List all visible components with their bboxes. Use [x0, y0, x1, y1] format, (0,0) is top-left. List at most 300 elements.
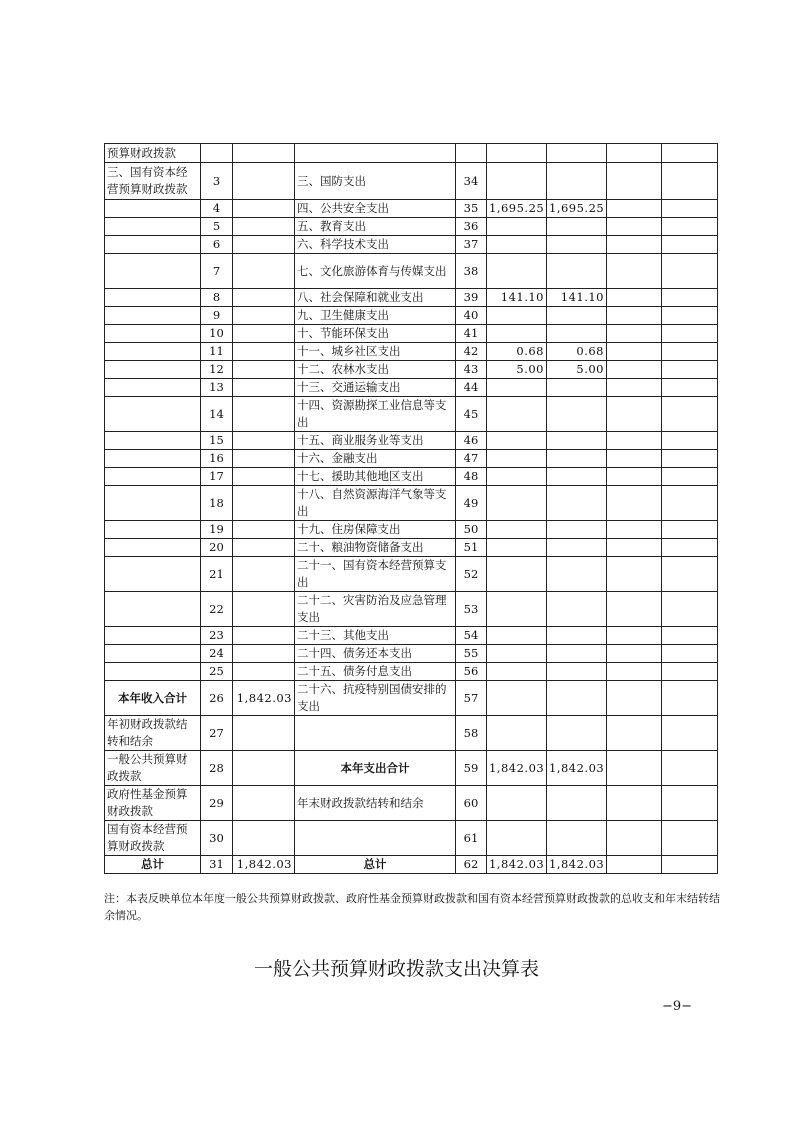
expense-amount-3: [607, 751, 662, 786]
income-amount-cell: 1,842.03: [233, 681, 295, 716]
expense-amount-2: [547, 468, 607, 486]
expense-item-cell: 总计: [295, 856, 456, 874]
income-row-number: 27: [201, 716, 233, 751]
table-row: [105, 236, 718, 254]
expense-amount-1: 5.00: [487, 361, 547, 379]
expense-amount-2: [547, 254, 607, 289]
fiscal-appropriation-table: [104, 143, 718, 874]
income-item-cell: [105, 325, 201, 343]
expense-amount-1: [487, 539, 547, 557]
expense-row-number: 61: [456, 821, 487, 856]
income-item-cell: [105, 397, 201, 432]
income-item-cell: [105, 468, 201, 486]
expense-item-cell: 十九、住房保障支出: [295, 521, 456, 539]
table-row: [105, 856, 718, 874]
expense-row-number: 47: [456, 450, 487, 468]
expense-row-number: 41: [456, 325, 487, 343]
expense-item-cell: 十二、农林水支出: [295, 361, 456, 379]
expense-amount-1: [487, 627, 547, 645]
expense-amount-1: [487, 450, 547, 468]
expense-amount-4: [662, 397, 718, 432]
income-item-cell: [105, 289, 201, 307]
income-item-cell: [105, 361, 201, 379]
expense-amount-2: [547, 163, 607, 200]
expense-row-number: 55: [456, 645, 487, 663]
expense-amount-3: [607, 539, 662, 557]
income-amount-cell: [233, 663, 295, 681]
income-item-cell: 三、国有资本经营预算财政拨款: [105, 163, 201, 200]
expense-amount-4: [662, 681, 718, 716]
expense-amount-2: 1,695.25: [547, 200, 607, 218]
expense-row-number: 44: [456, 379, 487, 397]
expense-amount-4: [662, 627, 718, 645]
income-item-cell: [105, 539, 201, 557]
expense-amount-4: [662, 379, 718, 397]
expense-row-number: 37: [456, 236, 487, 254]
income-row-number: 30: [201, 821, 233, 856]
income-row-number: 20: [201, 539, 233, 557]
expense-row-number: 62: [456, 856, 487, 874]
expense-item-cell: 十六、金融支出: [295, 450, 456, 468]
expense-amount-3: [607, 450, 662, 468]
income-item-cell: [105, 663, 201, 681]
income-amount-cell: [233, 397, 295, 432]
expense-amount-3: [607, 236, 662, 254]
table-row: [105, 450, 718, 468]
expense-row-number: 39: [456, 289, 487, 307]
expense-amount-3: [607, 716, 662, 751]
expense-amount-4: [662, 663, 718, 681]
expense-amount-4: [662, 343, 718, 361]
expense-amount-2: 0.68: [547, 343, 607, 361]
income-amount-cell: [233, 751, 295, 786]
expense-amount-1: [487, 163, 547, 200]
income-item-cell: [105, 236, 201, 254]
expense-amount-3: [607, 325, 662, 343]
expense-amount-3: [607, 681, 662, 716]
expense-amount-3: [607, 856, 662, 874]
expense-row-number: 52: [456, 557, 487, 592]
expense-amount-3: [607, 663, 662, 681]
expense-amount-4: [662, 144, 718, 163]
income-row-number: 14: [201, 397, 233, 432]
expense-amount-3: [607, 343, 662, 361]
income-row-number: 24: [201, 645, 233, 663]
expense-item-cell: 四、公共安全支出: [295, 200, 456, 218]
expense-amount-1: [487, 379, 547, 397]
income-item-cell: [105, 450, 201, 468]
expense-amount-4: [662, 307, 718, 325]
expense-amount-2: 1,842.03: [547, 751, 607, 786]
expense-amount-4: [662, 432, 718, 450]
expense-amount-3: [607, 821, 662, 856]
expense-amount-3: [607, 645, 662, 663]
table-row: [105, 521, 718, 539]
table-row: [105, 716, 718, 751]
expense-item-cell: 十四、资源勘探工业信息等支出: [295, 397, 456, 432]
expense-amount-2: [547, 663, 607, 681]
table-row: [105, 627, 718, 645]
expense-amount-3: [607, 218, 662, 236]
income-amount-cell: 1,842.03: [233, 856, 295, 874]
income-row-number: 6: [201, 236, 233, 254]
expense-item-cell: 十、节能环保支出: [295, 325, 456, 343]
income-amount-cell: [233, 450, 295, 468]
table-row: [105, 681, 718, 716]
expense-row-number: 34: [456, 163, 487, 200]
expense-amount-4: [662, 521, 718, 539]
income-amount-cell: [233, 307, 295, 325]
expense-amount-1: [487, 397, 547, 432]
expense-amount-1: 1,842.03: [487, 856, 547, 874]
expense-item-cell: 十八、自然资源海洋气象等支出: [295, 486, 456, 521]
expense-item-cell: 二十六、抗疫特别国债安排的支出: [295, 681, 456, 716]
income-item-cell: [105, 627, 201, 645]
income-row-number: [201, 144, 233, 163]
expense-amount-4: [662, 645, 718, 663]
expense-amount-3: [607, 361, 662, 379]
income-amount-cell: [233, 645, 295, 663]
expense-item-cell: 九、卫生健康支出: [295, 307, 456, 325]
income-item-cell: [105, 592, 201, 627]
income-amount-cell: [233, 627, 295, 645]
expense-row-number: 57: [456, 681, 487, 716]
expense-row-number: 35: [456, 200, 487, 218]
income-row-number: 9: [201, 307, 233, 325]
expense-row-number: 48: [456, 468, 487, 486]
expense-amount-2: [547, 397, 607, 432]
income-item-cell: [105, 254, 201, 289]
expense-amount-4: [662, 751, 718, 786]
table-row: [105, 468, 718, 486]
income-row-number: 12: [201, 361, 233, 379]
expense-amount-4: [662, 289, 718, 307]
table-row: [105, 379, 718, 397]
expense-amount-1: [487, 254, 547, 289]
expense-amount-4: [662, 786, 718, 821]
income-amount-cell: [233, 343, 295, 361]
expense-amount-1: [487, 716, 547, 751]
income-amount-cell: [233, 539, 295, 557]
expense-item-cell: 二十二、灾害防治及应急管理支出: [295, 592, 456, 627]
expense-amount-1: [487, 236, 547, 254]
expense-row-number: 59: [456, 751, 487, 786]
expense-amount-2: [547, 716, 607, 751]
expense-amount-1: [487, 468, 547, 486]
expense-amount-2: [547, 627, 607, 645]
expense-row-number: 46: [456, 432, 487, 450]
income-row-number: 18: [201, 486, 233, 521]
income-amount-cell: [233, 521, 295, 539]
expense-item-cell: 二十一、国有资本经营预算支出: [295, 557, 456, 592]
expense-amount-3: [607, 432, 662, 450]
expense-amount-2: [547, 539, 607, 557]
expense-item-cell: [295, 144, 456, 163]
income-amount-cell: [233, 361, 295, 379]
expense-row-number: 53: [456, 592, 487, 627]
expense-amount-1: 1,842.03: [487, 751, 547, 786]
expense-amount-4: [662, 325, 718, 343]
expense-amount-2: [547, 325, 607, 343]
income-item-cell: 年初财政拨款结转和结余: [105, 716, 201, 751]
expense-amount-3: [607, 786, 662, 821]
expense-amount-3: [607, 379, 662, 397]
income-amount-cell: [233, 200, 295, 218]
expense-amount-1: [487, 144, 547, 163]
table-row: [105, 539, 718, 557]
expense-amount-4: [662, 716, 718, 751]
income-item-cell: [105, 307, 201, 325]
income-item-cell: [105, 521, 201, 539]
table-row: [105, 361, 718, 379]
expense-item-cell: [295, 821, 456, 856]
income-row-number: 5: [201, 218, 233, 236]
income-row-number: 26: [201, 681, 233, 716]
expense-amount-2: [547, 450, 607, 468]
table-row: [105, 307, 718, 325]
expense-row-number: [456, 144, 487, 163]
table-row: [105, 821, 718, 856]
table-row: [105, 432, 718, 450]
expense-amount-4: [662, 539, 718, 557]
income-amount-cell: [233, 289, 295, 307]
expense-amount-1: [487, 218, 547, 236]
income-amount-cell: [233, 486, 295, 521]
income-item-cell: 本年收入合计: [105, 681, 201, 716]
expense-amount-4: [662, 163, 718, 200]
expense-row-number: 45: [456, 397, 487, 432]
expense-amount-1: [487, 521, 547, 539]
expense-row-number: 51: [456, 539, 487, 557]
income-row-number: 8: [201, 289, 233, 307]
expense-amount-2: [547, 821, 607, 856]
income-item-cell: [105, 432, 201, 450]
expense-row-number: 58: [456, 716, 487, 751]
income-row-number: 19: [201, 521, 233, 539]
table-row: [105, 254, 718, 289]
expense-amount-4: [662, 856, 718, 874]
income-amount-cell: [233, 468, 295, 486]
table-row: [105, 751, 718, 786]
income-row-number: 31: [201, 856, 233, 874]
expense-amount-3: [607, 592, 662, 627]
expense-item-cell: 十五、商业服务业等支出: [295, 432, 456, 450]
expense-row-number: 43: [456, 361, 487, 379]
income-row-number: 4: [201, 200, 233, 218]
income-item-cell: [105, 200, 201, 218]
expense-amount-1: [487, 645, 547, 663]
income-amount-cell: [233, 379, 295, 397]
table-row: [105, 557, 718, 592]
income-amount-cell: [233, 325, 295, 343]
expense-item-cell: 二十三、其他支出: [295, 627, 456, 645]
expense-item-cell: 十三、交通运输支出: [295, 379, 456, 397]
table-row: [105, 325, 718, 343]
expense-item-cell: [295, 716, 456, 751]
expense-amount-4: [662, 821, 718, 856]
expense-row-number: 56: [456, 663, 487, 681]
expense-amount-2: [547, 645, 607, 663]
expense-item-cell: 三、国防支出: [295, 163, 456, 200]
expense-row-number: 60: [456, 786, 487, 821]
expense-amount-3: [607, 627, 662, 645]
income-row-number: 3: [201, 163, 233, 200]
income-amount-cell: [233, 786, 295, 821]
table-body: [105, 144, 718, 874]
expense-item-cell: 五、教育支出: [295, 218, 456, 236]
expense-amount-2: [547, 144, 607, 163]
expense-item-cell: 年末财政拨款结转和结余: [295, 786, 456, 821]
table-row: [105, 144, 718, 163]
income-row-number: 21: [201, 557, 233, 592]
expense-amount-1: [487, 432, 547, 450]
income-row-number: 13: [201, 379, 233, 397]
expense-amount-3: [607, 289, 662, 307]
income-amount-cell: [233, 432, 295, 450]
table-row: [105, 200, 718, 218]
expense-item-cell: 七、文化旅游体育与传媒支出: [295, 254, 456, 289]
expense-amount-4: [662, 592, 718, 627]
expense-amount-4: [662, 450, 718, 468]
expense-row-number: 36: [456, 218, 487, 236]
expense-amount-3: [607, 468, 662, 486]
table-row: [105, 592, 718, 627]
expense-amount-3: [607, 557, 662, 592]
expense-amount-2: [547, 557, 607, 592]
income-row-number: 7: [201, 254, 233, 289]
income-row-number: 25: [201, 663, 233, 681]
expense-amount-1: [487, 663, 547, 681]
income-row-number: 22: [201, 592, 233, 627]
expense-amount-1: 0.68: [487, 343, 547, 361]
expense-amount-1: [487, 821, 547, 856]
expense-amount-2: [547, 218, 607, 236]
income-item-cell: [105, 486, 201, 521]
expense-amount-3: [607, 200, 662, 218]
table-row: [105, 218, 718, 236]
table-row: [105, 343, 718, 361]
expense-amount-1: [487, 592, 547, 627]
expense-amount-3: [607, 397, 662, 432]
income-amount-cell: [233, 218, 295, 236]
expense-amount-1: [487, 681, 547, 716]
income-row-number: 17: [201, 468, 233, 486]
income-row-number: 15: [201, 432, 233, 450]
expense-amount-2: [547, 681, 607, 716]
income-item-cell: 政府性基金预算财政拨款: [105, 786, 201, 821]
expense-amount-1: [487, 486, 547, 521]
expense-row-number: 40: [456, 307, 487, 325]
expense-amount-4: [662, 236, 718, 254]
expense-amount-4: [662, 557, 718, 592]
income-item-cell: 总计: [105, 856, 201, 874]
table-row: [105, 289, 718, 307]
income-amount-cell: [233, 144, 295, 163]
expense-amount-4: [662, 361, 718, 379]
expense-amount-2: [547, 236, 607, 254]
income-item-cell: 预算财政拨款: [105, 144, 201, 163]
expense-amount-2: 1,842.03: [547, 856, 607, 874]
expense-amount-3: [607, 144, 662, 163]
income-amount-cell: [233, 716, 295, 751]
expense-amount-2: 5.00: [547, 361, 607, 379]
income-row-number: 11: [201, 343, 233, 361]
next-table-title: 一般公共预算财政拨款支出决算表: [253, 958, 539, 980]
expense-amount-3: [607, 163, 662, 200]
income-item-cell: [105, 218, 201, 236]
expense-item-cell: 八、社会保障和就业支出: [295, 289, 456, 307]
expense-amount-2: [547, 592, 607, 627]
expense-amount-4: [662, 468, 718, 486]
income-amount-cell: [233, 163, 295, 200]
income-item-cell: [105, 557, 201, 592]
expense-amount-4: [662, 486, 718, 521]
expense-amount-2: [547, 307, 607, 325]
expense-amount-3: [607, 521, 662, 539]
income-item-cell: 一般公共预算财政拨款: [105, 751, 201, 786]
income-item-cell: 国有资本经营预算财政拨款: [105, 821, 201, 856]
income-row-number: 10: [201, 325, 233, 343]
table-row: [105, 486, 718, 521]
table-row: [105, 397, 718, 432]
expense-amount-4: [662, 254, 718, 289]
table-row: [105, 163, 718, 200]
expense-amount-2: [547, 521, 607, 539]
expense-amount-3: [607, 254, 662, 289]
table-row: [105, 663, 718, 681]
expense-amount-2: [547, 486, 607, 521]
expense-row-number: 49: [456, 486, 487, 521]
expense-amount-3: [607, 307, 662, 325]
expense-row-number: 50: [456, 521, 487, 539]
expense-amount-1: [487, 307, 547, 325]
income-amount-cell: [233, 254, 295, 289]
expense-amount-2: [547, 432, 607, 450]
expense-item-cell: 二十五、债务付息支出: [295, 663, 456, 681]
income-item-cell: [105, 343, 201, 361]
income-amount-cell: [233, 557, 295, 592]
income-amount-cell: [233, 236, 295, 254]
table-row: [105, 645, 718, 663]
expense-item-cell: 本年支出合计: [295, 751, 456, 786]
income-row-number: 29: [201, 786, 233, 821]
table-footnote: 注：本表反映单位本年度一般公共预算财政拨款、政府性基金预算财政拨款和国有资本经营预算财政拨款的总收支和年末结转结余情况。: [104, 892, 720, 922]
expense-amount-4: [662, 218, 718, 236]
expense-row-number: 38: [456, 254, 487, 289]
expense-amount-2: [547, 379, 607, 397]
income-item-cell: [105, 379, 201, 397]
expense-amount-1: [487, 557, 547, 592]
expense-item-cell: 二十四、债务还本支出: [295, 645, 456, 663]
expense-amount-4: [662, 200, 718, 218]
expense-amount-1: [487, 325, 547, 343]
income-amount-cell: [233, 821, 295, 856]
table-row: [105, 786, 718, 821]
expense-item-cell: 十一、城乡社区支出: [295, 343, 456, 361]
income-row-number: 23: [201, 627, 233, 645]
expense-row-number: 42: [456, 343, 487, 361]
expense-amount-1: 141.10: [487, 289, 547, 307]
expense-amount-1: 1,695.25: [487, 200, 547, 218]
expense-amount-3: [607, 486, 662, 521]
expense-item-cell: 十七、援助其他地区支出: [295, 468, 456, 486]
expense-amount-1: [487, 786, 547, 821]
page-number: −9−: [662, 999, 693, 1014]
income-row-number: 28: [201, 751, 233, 786]
expense-row-number: 54: [456, 627, 487, 645]
income-item-cell: [105, 645, 201, 663]
expense-item-cell: 六、科学技术支出: [295, 236, 456, 254]
